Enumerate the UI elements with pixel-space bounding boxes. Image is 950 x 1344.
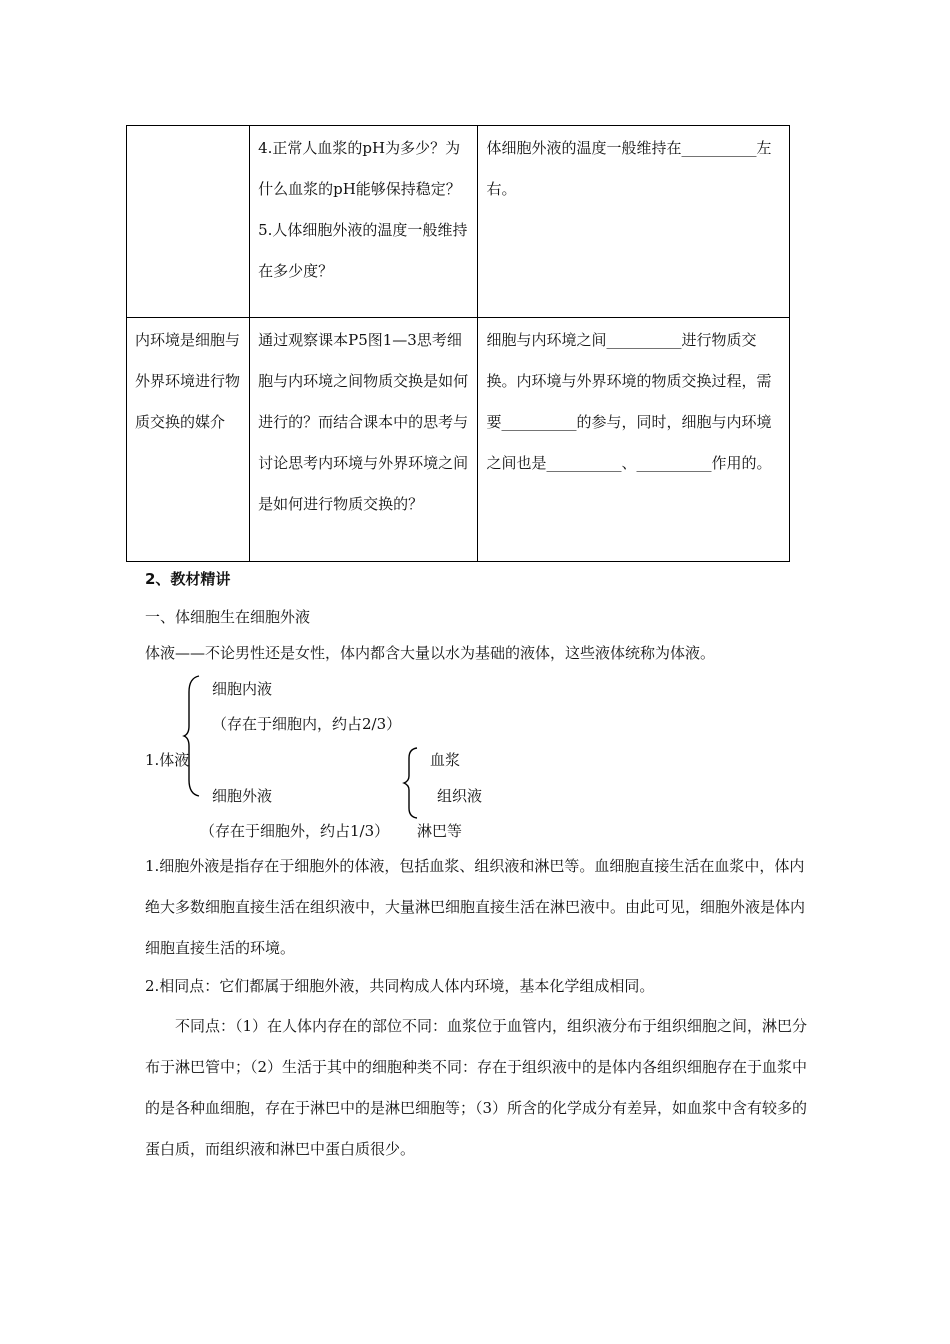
paragraph-1: 1.细胞外液是指存在于细胞外的体液，包括血浆、组织液和淋巴等。血细胞直接生活在血浆中，体内绝大多数细胞直接生活在组织液中，大量淋巴细胞直接生活在淋巴液中。由此可见，细胞外液是体内细胞直接生活的环境。	[145, 857, 806, 957]
intracellular-note: （存在于细胞内，约占2/3）	[212, 715, 402, 733]
extracellular-note: （存在于细胞外，约占1/3）	[200, 822, 390, 840]
study-table	[126, 125, 790, 562]
table-cell-fill-in: 体细胞外液的温度一般维持在__________左右。	[478, 126, 790, 318]
table-cell-fill-in: 细胞与内环境之间__________进行物质交换。内环境与外界环境的物质交换过程，需要__________的参与，同时，细胞与内环境之间也是__________、__________作用的。	[478, 318, 790, 562]
subheading: 一、体细胞生在细胞外液	[145, 608, 311, 626]
table-cell-topic: 内环境是细胞与外界环境进行物质交换的媒介	[127, 318, 250, 562]
plasma-label: 血浆	[430, 751, 461, 769]
table-cell-questions	[250, 126, 478, 318]
lymph-label: 淋巴等	[417, 822, 463, 840]
question-4: 4.正常人血浆的pH为多少？为什么血浆的pH能够保持稳定？	[258, 139, 461, 198]
question-5: 5.人体细胞外液的温度一般维持在多少度？	[258, 221, 468, 280]
diagram-root-label: 1.体液	[145, 751, 190, 769]
table-row	[127, 126, 790, 318]
definition-text: 体液——不论男性还是女性，体内都含大量以水为基础的液体，这些液体统称为体液。	[145, 644, 716, 662]
paragraph-2: 2.相同点：它们都属于细胞外液，共同构成人体内环境，基本化学组成相同。	[145, 977, 655, 995]
section-heading: 2、教材精讲	[145, 570, 231, 588]
intracellular-label: 细胞内液	[212, 680, 273, 698]
right-brace-icon	[403, 746, 421, 820]
table-cell-topic	[127, 126, 250, 318]
table-cell-questions: 通过观察课本P5图1—3思考细胞与内环境之间物质交换是如何进行的？而结合课本中的思考与讨论思考内环境与外界环境之间是如何进行物质交换的？	[250, 318, 478, 562]
left-brace-icon	[183, 674, 203, 798]
table-row	[127, 318, 790, 562]
extracellular-label: 细胞外液	[212, 787, 273, 805]
tissue-fluid-label: 组织液	[437, 787, 483, 805]
paragraph-3: 不同点：（1）在人体内存在的部位不同：血浆位于血管内，组织液分布于组织细胞之间，淋巴分布于淋巴管中；（2）生活于其中的细胞种类不同：存在于组织液中的是体内各组织细胞存在于血浆中的是各种血细胞，存在于淋巴中的是淋巴细胞等；（3）所含的化学成分有差异，如血浆中含有较多的蛋白质，而组织液和淋巴中蛋白质很少。	[145, 1017, 808, 1158]
